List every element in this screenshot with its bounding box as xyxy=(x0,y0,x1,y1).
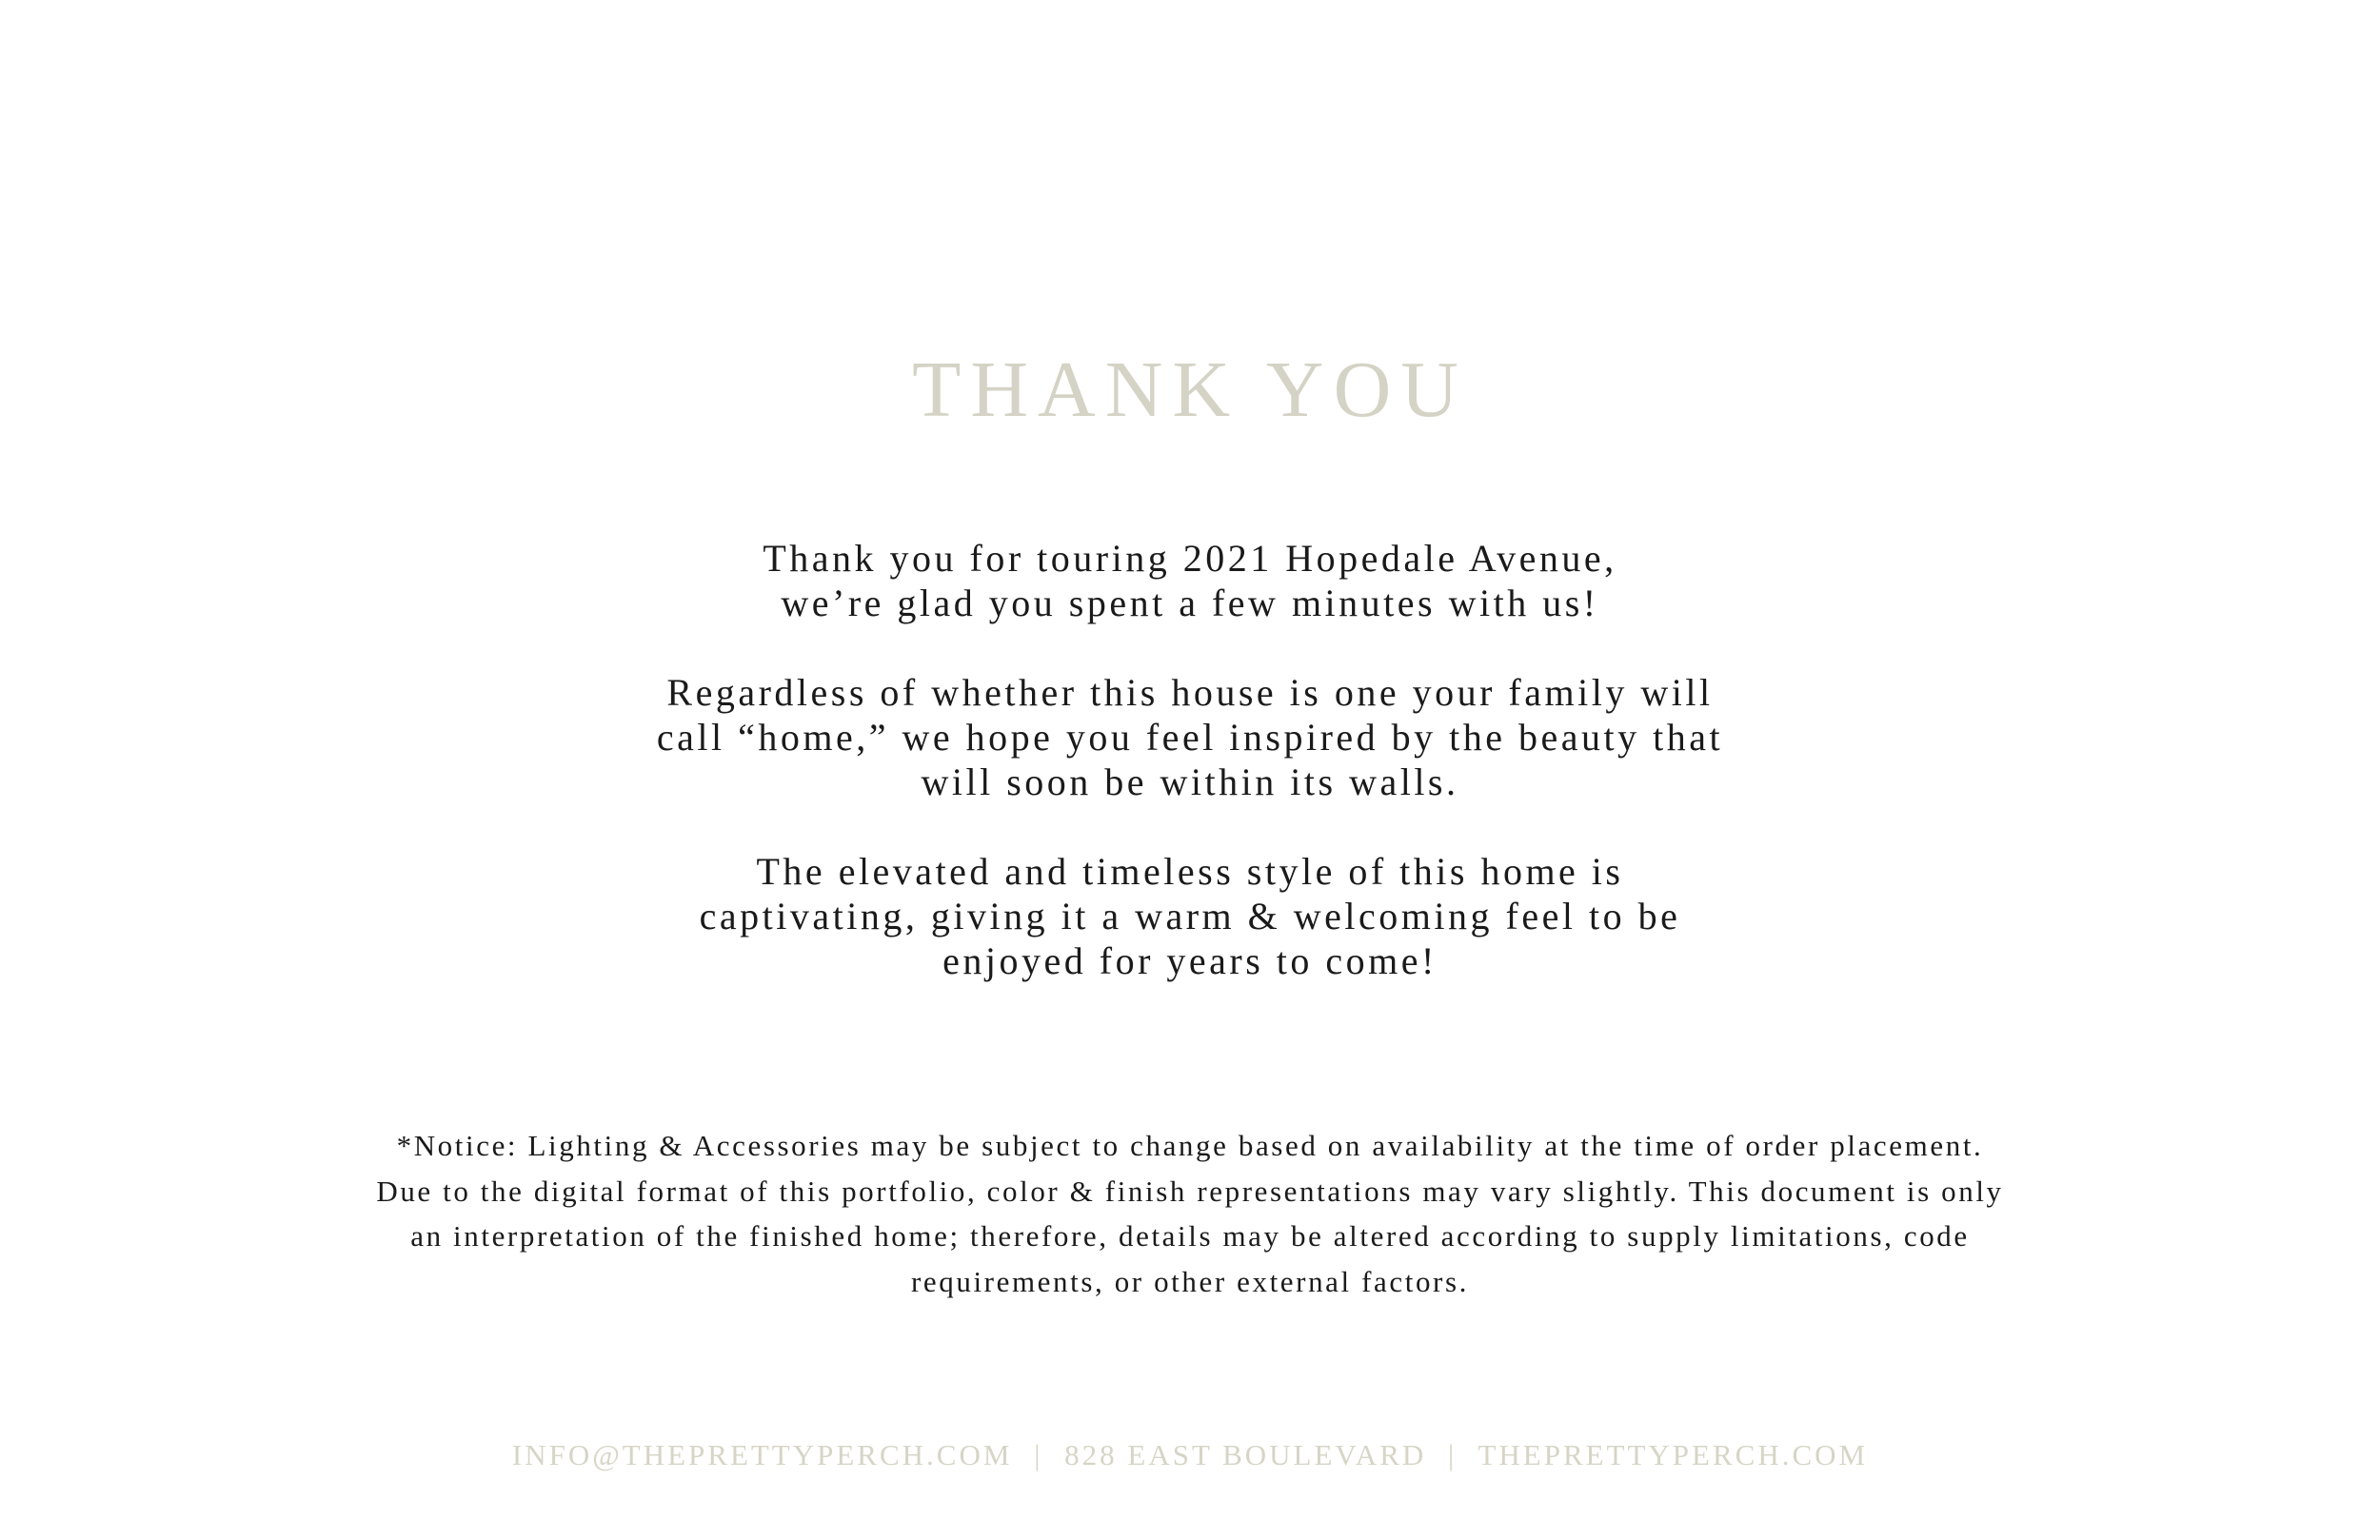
contact-footer xyxy=(0,1440,2380,1470)
footer-separator: | xyxy=(1034,1438,1043,1471)
thank-you-message xyxy=(0,536,2380,1028)
message-line: enjoyed for years to come! xyxy=(942,939,1438,982)
message-paragraph xyxy=(0,536,2380,625)
footer-website: THEPRETTYPERCH.COM xyxy=(1478,1438,1869,1471)
page-title: THANK YOU xyxy=(912,346,1468,434)
footer-separator: | xyxy=(1448,1438,1458,1471)
message-line: Regardless of whether this house is one your family will xyxy=(666,671,1714,714)
message-line: will soon be within its walls. xyxy=(921,760,1459,803)
footer-email: INFO@THEPRETTYPERCH.COM xyxy=(511,1438,1013,1471)
message-line: captivating, giving it a warm & welcoming feel to be xyxy=(699,895,1681,938)
message-paragraph xyxy=(0,849,2380,983)
notice-line: Due to the digital format of this portfolio, color & finish representations may vary slightly. This document is only xyxy=(376,1174,2004,1208)
footer-address: 828 EAST BOULEVARD xyxy=(1064,1438,1427,1471)
message-line: The elevated and timeless style of this home is xyxy=(756,850,1624,893)
message-line: we’re glad you spent a few minutes with us! xyxy=(781,582,1599,624)
message-line: Thank you for touring 2021 Hopedale Avenue, xyxy=(763,537,1617,580)
notice-line: requirements, or other external factors. xyxy=(910,1264,1469,1298)
disclaimer-notice xyxy=(0,1123,2380,1304)
notice-line: an interpretation of the finished home; therefore, details may be altered according to supply limitations, code xyxy=(410,1219,1970,1253)
notice-line: *Notice: Lighting & Accessories may be subject to change based on availability at the time of order placement. xyxy=(396,1129,1984,1162)
message-line: call “home,” we hope you feel inspired by the beauty that xyxy=(656,716,1724,759)
message-paragraph xyxy=(0,670,2380,804)
